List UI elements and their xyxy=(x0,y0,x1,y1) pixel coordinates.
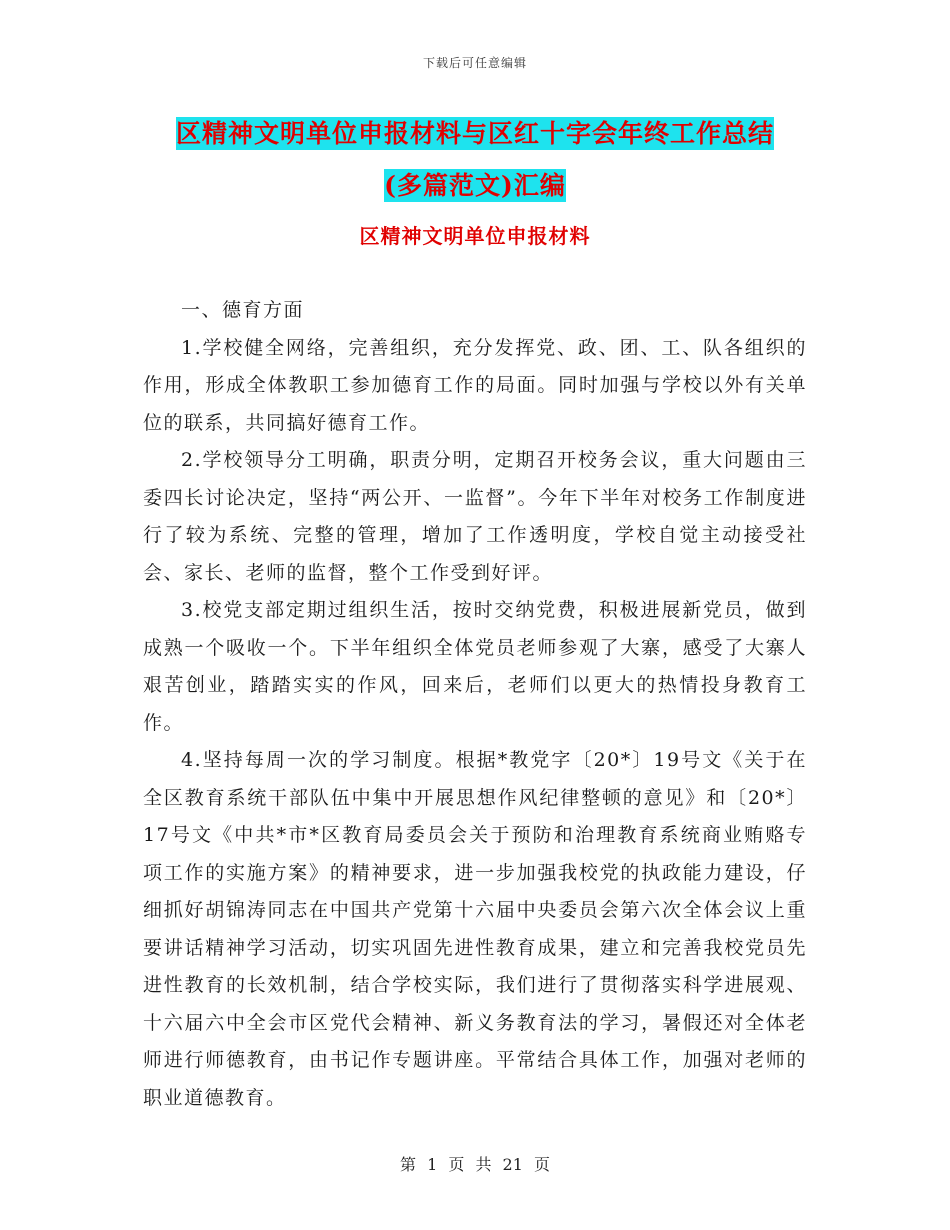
document-title xyxy=(140,108,810,212)
header-note: 下载后可任意编辑 xyxy=(422,56,527,70)
paragraph-4: 4.坚持每周一次的学习制度。根据*教党字〔20*〕19号文《关于在全区教育系统干部队伍中集中开展思想作风纪律整顿的意见》和〔20*〕17号文《中共*市*区教育局委员会关于预防和治理教育系统商业贿赂专项工作的实施方案》的精神要求，进一步加强我校党的执政能力建设，仔细抓好胡锦涛同志在中国共产党第十六届中央委员会第六次全体会议上重要讲话精神学习活动，切实巩固先进性教育成果，建立和完善我校党员先进性教育的长效机制，结合学校实际，我们进行了贯彻落实科学进展观、十六届六中全会市区党代会精神、新义务教育法的学习，暑假还对全体老师进行师德教育，由书记作专题讲座。平常结合具体工作，加强对老师的职业道德教育。 xyxy=(143,749,807,1109)
paragraph-heading-moral-education: 一、德育方面 xyxy=(181,299,305,321)
paragraph-1: 1.学校健全网络，完善组织，充分发挥党、政、团、工、队各组织的作用，形成全体教职工参加德育工作的局面。同时加强与学校以外有关单位的联系，共同搞好德育工作。 xyxy=(143,336,807,434)
body-text xyxy=(143,292,807,1117)
document-title-line2: (多篇范文)汇编 xyxy=(384,171,566,200)
document-title-line1: 区精神文明单位申报材料与区红十字会年终工作总结 xyxy=(175,119,774,148)
page-footer: 第 1 页 共 21 页 xyxy=(400,1155,550,1174)
paragraph-2: 2.学校领导分工明确，职责分明，定期召开校务会议，重大问题由三委四长讨论决定，坚持“两公开、一监督”。今年下半年对校务工作制度进行了较为系统、完整的管理，增加了工作透明度，学校自觉主动接受社会、家长、老师的监督，整个工作受到好评。 xyxy=(143,449,807,584)
section-title: 区精神文明单位申报材料 xyxy=(359,224,591,248)
paragraph-3: 3.校党支部定期过组织生活，按时交纳党费，积极进展新党员，做到成熟一个吸收一个。下半年组织全体党员老师参观了大寨，感受了大寨人艰苦创业，踏踏实实的作风，回来后，老师们以更大的热情投身教育工作。 xyxy=(143,599,807,734)
